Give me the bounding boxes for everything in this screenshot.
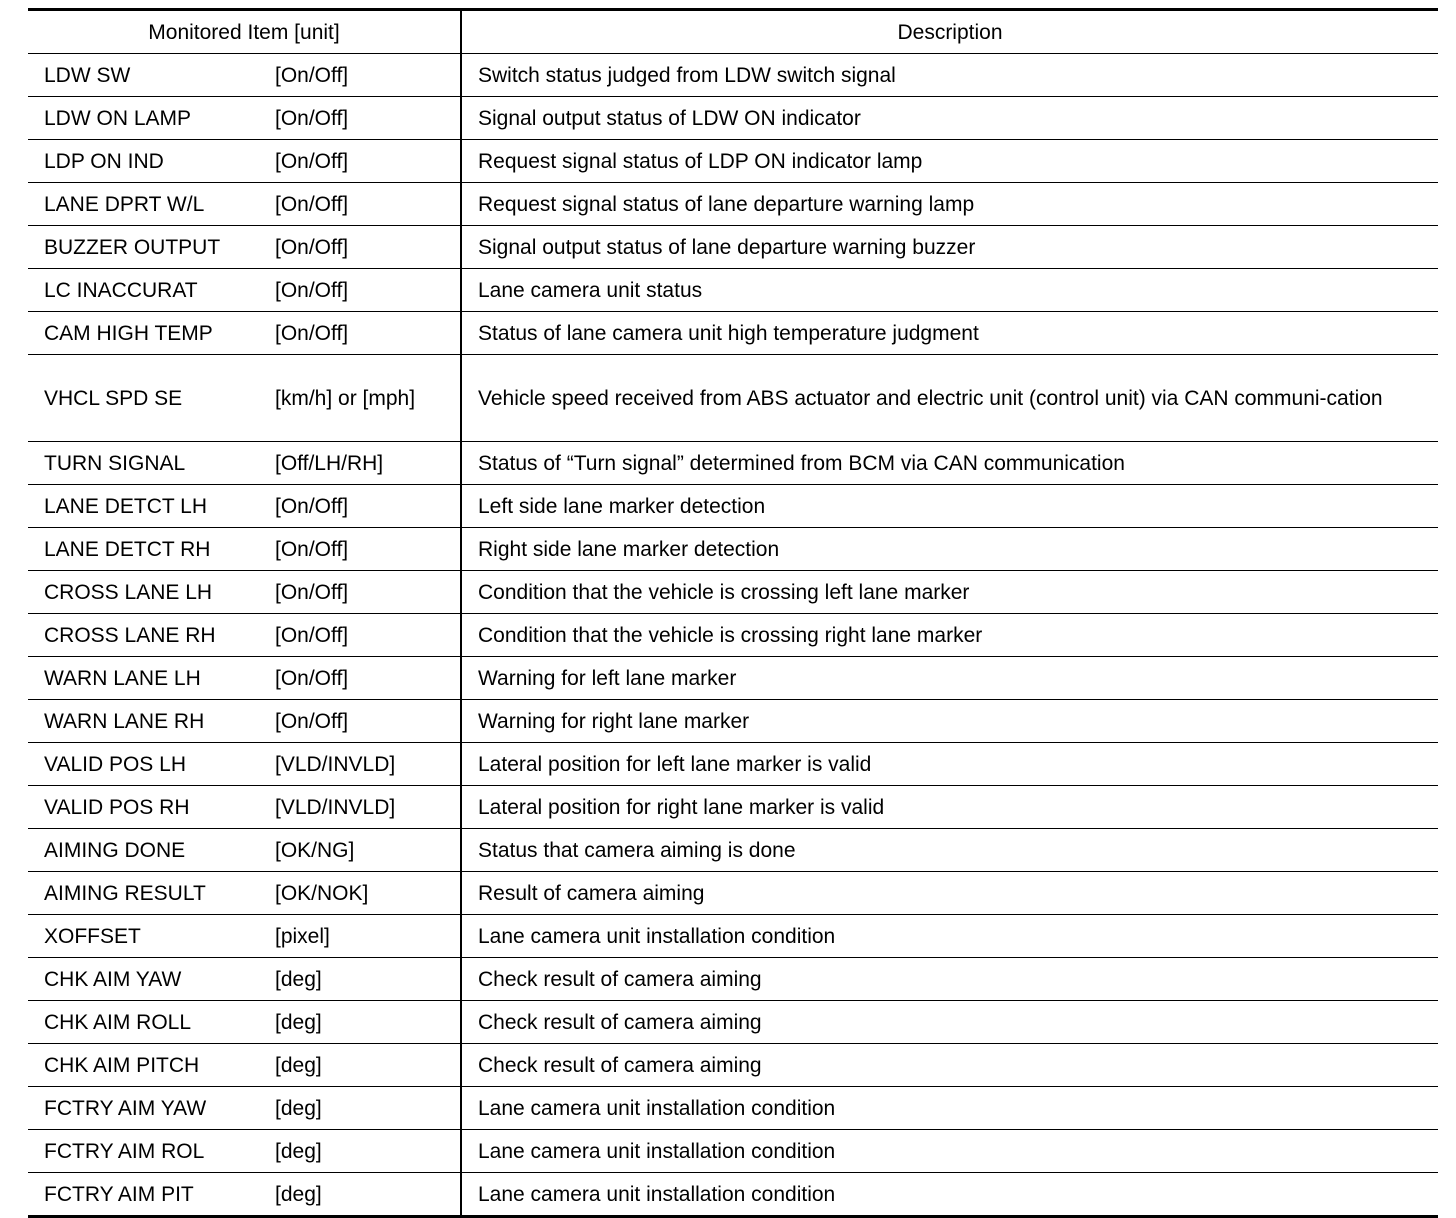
monitored-item-cell: [28, 54, 461, 97]
table-row: [28, 183, 1438, 226]
monitored-item-cell: [28, 442, 461, 485]
table-row: [28, 872, 1438, 915]
monitored-item-cell: [28, 1173, 461, 1217]
item-name: LANE DETCT LH: [44, 494, 207, 518]
item-name: TURN SIGNAL: [44, 451, 186, 475]
header-description: Description: [461, 10, 1438, 54]
description-cell: Warning for right lane marker: [461, 700, 1438, 743]
monitored-item-cell: [28, 312, 461, 355]
item-name: CROSS LANE LH: [44, 580, 213, 604]
item-name: LDW ON LAMP: [44, 106, 192, 130]
item-name: CHK AIM ROLL: [44, 1010, 192, 1034]
table-row: [28, 269, 1438, 312]
item-name: WARN LANE RH: [44, 709, 205, 733]
description-cell: Check result of camera aiming: [461, 958, 1438, 1001]
item-name: FCTRY AIM ROL: [44, 1139, 205, 1163]
item-unit: [On/Off]: [275, 623, 349, 647]
item-name: LDW SW: [44, 63, 131, 87]
table-row: [28, 743, 1438, 786]
table-row: [28, 140, 1438, 183]
monitored-item-cell: [28, 485, 461, 528]
monitored-item-cell: [28, 743, 461, 786]
description-cell: Lateral position for right lane marker is valid: [461, 786, 1438, 829]
table-row: [28, 54, 1438, 97]
table-row: [28, 657, 1438, 700]
item-unit: [On/Off]: [275, 235, 349, 259]
table-row: [28, 829, 1438, 872]
item-name: VALID POS LH: [44, 752, 186, 776]
monitored-item-cell: [28, 958, 461, 1001]
item-name: CHK AIM YAW: [44, 967, 182, 991]
monitored-item-cell: [28, 528, 461, 571]
table-row: [28, 1130, 1438, 1173]
item-unit: [deg]: [275, 1139, 322, 1163]
description-cell: Status of lane camera unit high temperature judgment: [461, 312, 1438, 355]
table-row: [28, 312, 1438, 355]
description-cell: Right side lane marker detection: [461, 528, 1438, 571]
monitored-item-cell: [28, 140, 461, 183]
description-cell: Switch status judged from LDW switch signal: [461, 54, 1438, 97]
monitored-item-cell: [28, 269, 461, 312]
description-cell: Request signal status of lane departure warning lamp: [461, 183, 1438, 226]
description-cell: Status that camera aiming is done: [461, 829, 1438, 872]
monitored-item-cell: [28, 829, 461, 872]
document-page: [28, 8, 1436, 1218]
item-unit: [On/Off]: [275, 278, 349, 302]
description-cell: Warning for left lane marker: [461, 657, 1438, 700]
item-unit: [deg]: [275, 1096, 322, 1120]
table-row: [28, 528, 1438, 571]
item-name: LC INACCURAT: [44, 278, 198, 302]
item-unit: [deg]: [275, 1053, 322, 1077]
monitored-item-cell: [28, 915, 461, 958]
monitored-item-cell: [28, 786, 461, 829]
table-row: [28, 1044, 1438, 1087]
table-row: [28, 1173, 1438, 1217]
description-cell: Vehicle speed received from ABS actuator and electric unit (control unit) via CAN communi-cation: [461, 355, 1438, 442]
item-name: LANE DPRT W/L: [44, 192, 205, 216]
table-row: [28, 700, 1438, 743]
item-unit: [km/h] or [mph]: [275, 386, 416, 410]
item-unit: [On/Off]: [275, 709, 349, 733]
item-unit: [On/Off]: [275, 537, 349, 561]
monitored-item-cell: [28, 355, 461, 442]
item-name: CHK AIM PITCH: [44, 1053, 200, 1077]
description-cell: Lane camera unit installation condition: [461, 1173, 1438, 1217]
table-row: [28, 786, 1438, 829]
monitored-item-cell: [28, 226, 461, 269]
description-cell: Lane camera unit installation condition: [461, 915, 1438, 958]
monitor-item-table: [28, 8, 1438, 1218]
item-unit: [OK/NG]: [275, 838, 355, 862]
item-name: CROSS LANE RH: [44, 623, 216, 647]
description-cell: Condition that the vehicle is crossing right lane marker: [461, 614, 1438, 657]
table-row: [28, 614, 1438, 657]
description-cell: Check result of camera aiming: [461, 1001, 1438, 1044]
monitored-item-cell: [28, 657, 461, 700]
item-unit: [On/Off]: [275, 666, 349, 690]
monitored-item-cell: [28, 1087, 461, 1130]
monitored-item-cell: [28, 571, 461, 614]
table-row: [28, 355, 1438, 442]
item-unit: [deg]: [275, 967, 322, 991]
table-body: [28, 54, 1438, 1217]
item-unit: [pixel]: [275, 924, 330, 948]
item-unit: [OK/NOK]: [275, 881, 369, 905]
description-cell: Signal output status of LDW ON indicator: [461, 97, 1438, 140]
item-name: AIMING RESULT: [44, 881, 206, 905]
item-unit: [VLD/INVLD]: [275, 795, 396, 819]
monitored-item-cell: [28, 97, 461, 140]
table-row: [28, 915, 1438, 958]
item-name: AIMING DONE: [44, 838, 186, 862]
monitored-item-cell: [28, 872, 461, 915]
description-cell: Lane camera unit installation condition: [461, 1087, 1438, 1130]
item-unit: [On/Off]: [275, 63, 349, 87]
table-row: [28, 97, 1438, 140]
item-unit: [On/Off]: [275, 106, 349, 130]
item-name: VALID POS RH: [44, 795, 190, 819]
table-row: [28, 1087, 1438, 1130]
description-cell: Signal output status of lane departure warning buzzer: [461, 226, 1438, 269]
description-cell: Lane camera unit installation condition: [461, 1130, 1438, 1173]
item-unit: [On/Off]: [275, 192, 349, 216]
description-cell: Check result of camera aiming: [461, 1044, 1438, 1087]
monitored-item-cell: [28, 614, 461, 657]
table-row: [28, 442, 1438, 485]
description-cell: Request signal status of LDP ON indicator lamp: [461, 140, 1438, 183]
monitored-item-cell: [28, 700, 461, 743]
description-cell: Status of “Turn signal” determined from BCM via CAN communication: [461, 442, 1438, 485]
description-cell: Result of camera aiming: [461, 872, 1438, 915]
table-row: [28, 485, 1438, 528]
monitored-item-cell: [28, 1044, 461, 1087]
item-unit: [deg]: [275, 1182, 322, 1206]
item-name: VHCL SPD SE: [44, 386, 183, 410]
description-cell: Lane camera unit status: [461, 269, 1438, 312]
description-cell: Lateral position for left lane marker is valid: [461, 743, 1438, 786]
item-unit: [VLD/INVLD]: [275, 752, 396, 776]
item-name: FCTRY AIM YAW: [44, 1096, 207, 1120]
item-name: BUZZER OUTPUT: [44, 235, 221, 259]
item-name: LANE DETCT RH: [44, 537, 211, 561]
item-unit: [On/Off]: [275, 321, 349, 345]
monitored-item-cell: [28, 1001, 461, 1044]
item-unit: [On/Off]: [275, 149, 349, 173]
monitored-item-cell: [28, 1130, 461, 1173]
item-unit: [deg]: [275, 1010, 322, 1034]
header-monitored-item: Monitored Item [unit]: [28, 10, 461, 54]
item-name: XOFFSET: [44, 924, 141, 948]
monitored-item-cell: [28, 183, 461, 226]
item-unit: [On/Off]: [275, 494, 349, 518]
table-row: [28, 1001, 1438, 1044]
item-unit: [On/Off]: [275, 580, 349, 604]
item-name: WARN LANE LH: [44, 666, 201, 690]
description-cell: Left side lane marker detection: [461, 485, 1438, 528]
item-name: LDP ON IND: [44, 149, 164, 173]
item-name: CAM HIGH TEMP: [44, 321, 213, 345]
item-name: FCTRY AIM PIT: [44, 1182, 194, 1206]
table-row: [28, 958, 1438, 1001]
description-cell: Condition that the vehicle is crossing left lane marker: [461, 571, 1438, 614]
item-unit: [Off/LH/RH]: [275, 451, 384, 475]
table-row: [28, 226, 1438, 269]
table-row: [28, 571, 1438, 614]
table-header-row: [28, 10, 1438, 54]
